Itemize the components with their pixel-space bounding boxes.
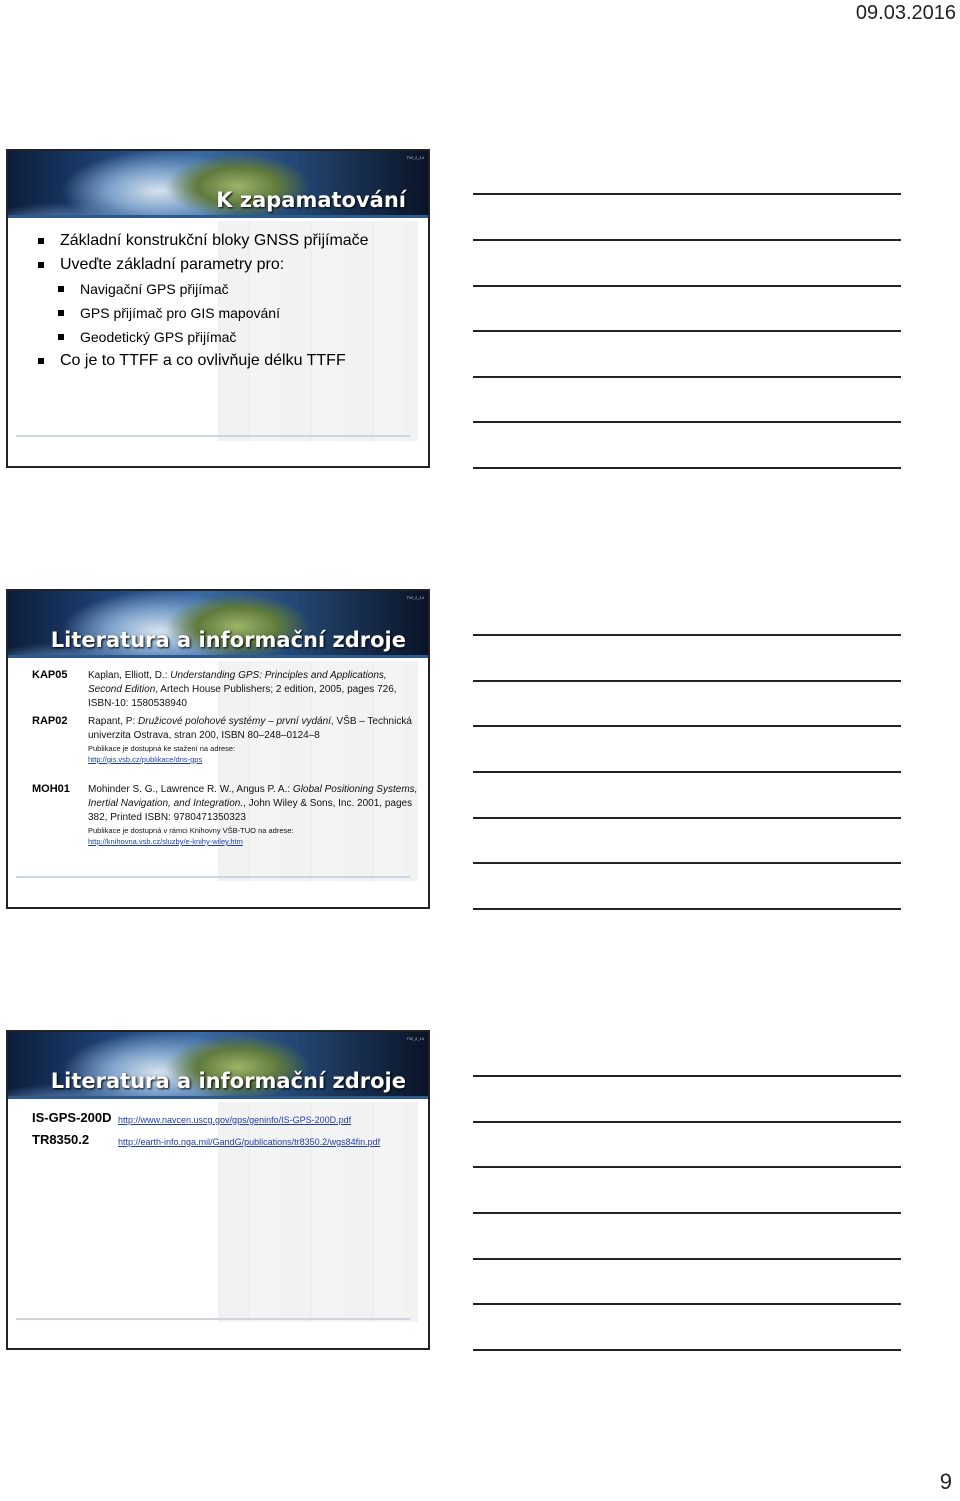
slide-footer-line xyxy=(16,435,410,437)
recall-list xyxy=(38,229,418,373)
ref-code: RAP02 xyxy=(32,715,68,727)
slide-2 xyxy=(6,589,430,909)
ref-code: IS-GPS-200D xyxy=(32,1110,112,1125)
list-item: Co je to TTFF a co ovlivňuje délku TTFF xyxy=(38,349,418,373)
note-line xyxy=(473,1349,901,1351)
slide-1 xyxy=(6,149,430,468)
slide-tag: TW_2_14 xyxy=(406,1036,424,1041)
list-item: GPS přijímač pro GIS mapování xyxy=(38,301,418,325)
slide-header-image xyxy=(8,151,428,218)
page-number: 9 xyxy=(939,1469,952,1494)
slide-title: Literatura a informační zdroje xyxy=(50,1069,406,1093)
slide-header-image xyxy=(8,1032,428,1099)
slide-header-image xyxy=(8,591,428,658)
slide-title: K zapamatování xyxy=(216,188,406,212)
note-line xyxy=(473,330,901,332)
slide-footer-line xyxy=(16,1318,410,1320)
note-line xyxy=(473,634,901,636)
note-line xyxy=(473,193,901,195)
note-line xyxy=(473,421,901,423)
reference-entry xyxy=(88,669,418,711)
note-line xyxy=(473,1303,901,1305)
note-line xyxy=(473,239,901,241)
note-line xyxy=(473,1121,901,1123)
list-item: Navigační GPS přijímač xyxy=(38,277,418,301)
ref-title: Understanding GPS: Principles and Applications, Second Edition xyxy=(88,670,387,695)
ref-details: , John Wiley & Sons, Inc. 2001, pages 382, Printed ISBN: 9780471350323 xyxy=(88,798,413,823)
ref-link[interactable]: http://www.navcen.uscg.gov/gps/geninfo/IS-GPS-200D.pdf xyxy=(118,1115,352,1125)
slide-footer-line xyxy=(16,876,410,878)
reference-entry xyxy=(88,715,418,765)
ref-title: Global Positioning Systems, Inertial Navigation, and Integration. xyxy=(88,784,418,809)
ref-authors: Mohinder S. G., Lawrence R. W., Angus P. A.: xyxy=(88,784,291,795)
list-item: Geodetický GPS přijímač xyxy=(38,325,418,349)
ref-code: TR8350.2 xyxy=(32,1132,90,1147)
slide-tag: TW_2_14 xyxy=(406,595,424,600)
note-line xyxy=(473,1075,901,1077)
note-line xyxy=(473,467,901,469)
note-line xyxy=(473,1258,901,1260)
ref-link[interactable]: http://earth-info.nga.mil/GandG/publications/tr8350.2/wgs84fin.pdf xyxy=(118,1137,381,1147)
list-item: Základní konstrukční bloky GNSS přijímače xyxy=(38,229,418,253)
list-item: Uveďte základní parametry pro: xyxy=(38,253,418,277)
ref-details: , VŠB – Technická univerzita Ostrava, stran 200, ISBN 80–248–0124–8 xyxy=(88,716,412,741)
ref-title: Družicové polohové systémy – první vydání xyxy=(138,716,331,727)
note-line xyxy=(473,1212,901,1214)
note-line xyxy=(473,817,901,819)
ref-link[interactable]: http://gis.vsb.cz/publikace/dns-gps xyxy=(88,755,203,764)
note-line xyxy=(473,285,901,287)
ref-authors: Rapant, P: xyxy=(88,716,136,727)
note-line xyxy=(473,376,901,378)
note-line xyxy=(473,1166,901,1168)
document-date: 09.03.2016 xyxy=(855,2,956,24)
reference-entry xyxy=(88,783,418,847)
slide-tag: TW_2_14 xyxy=(406,155,424,160)
note-line xyxy=(473,725,901,727)
note-line xyxy=(473,862,901,864)
ref-details: , Artech House Publishers; 2 edition, 2005, pages 726, ISBN-10: 1580538940 xyxy=(88,684,397,709)
ref-code: MOH01 xyxy=(32,783,70,795)
ref-link[interactable]: http://knihovna.vsb.cz/sluzby/e-knihy-wiley.htm xyxy=(88,837,243,846)
ref-note: Publikace je dostupná ke stažení na adrese: xyxy=(88,744,236,753)
note-line xyxy=(473,771,901,773)
note-line xyxy=(473,680,901,682)
ref-authors: Kaplan, Elliott, D.: xyxy=(88,670,168,681)
ref-note: Publikace je dostupná v rámci Knihovny VŠB-TUO na adrese: xyxy=(88,826,294,835)
slide-3 xyxy=(6,1030,430,1350)
note-line xyxy=(473,908,901,910)
slide-title: Literatura a informační zdroje xyxy=(50,628,406,652)
ref-code: KAP05 xyxy=(32,669,68,681)
